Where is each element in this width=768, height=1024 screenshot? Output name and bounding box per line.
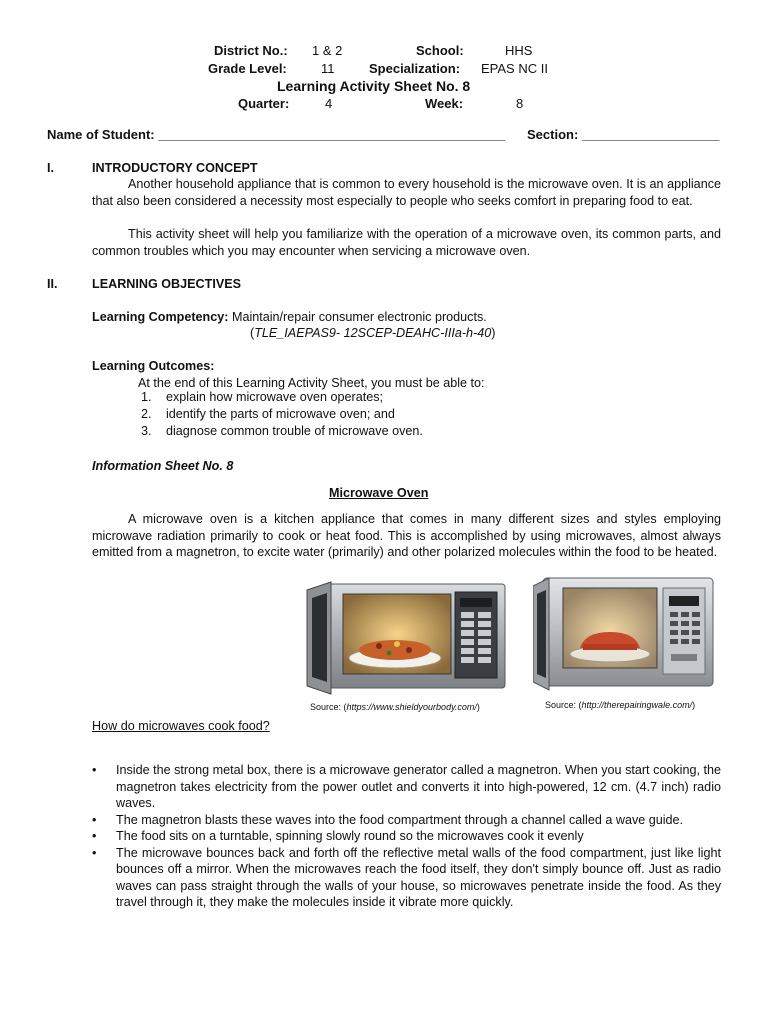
school-value: HHS <box>505 43 533 58</box>
intro-paragraph-1: Another household appliance that is common to every household is the microwave oven. It is an appliance that also been considered a necessity most especially to people who seeks comfort in preparing food to eat. <box>92 177 721 208</box>
bullet-icon: • <box>92 812 97 827</box>
microwave-image-1 <box>305 580 507 696</box>
specialization-value: EPAS NC II <box>481 61 548 76</box>
microwave-definition-paragraph: A microwave oven is a kitchen appliance that comes in many different sizes and styles employing microwave radiation primarily to cook or heat food. This is accomplished by using microwaves, almost always emitted from a magnetron, to excite water (primarily) and other polarized molecules within the food to be heated. <box>92 512 721 559</box>
learning-competency <box>92 309 487 326</box>
competency-code: (TLE_IAEPAS9- 12SCEP-DEAHC-IIIa-h-40) <box>250 326 496 340</box>
image-2-source-link[interactable]: http://therepairingwale.com/ <box>581 700 693 710</box>
week-value: 8 <box>516 96 524 111</box>
info-sheet-title: Microwave Oven <box>329 486 429 500</box>
student-name-line: Name of Student: ________________________________________________ <box>47 127 506 142</box>
how-microwaves-cook-heading: How do microwaves cook food? <box>92 719 270 733</box>
quarter-label: Quarter: <box>238 96 290 111</box>
list-item: 1. explain how microwave oven operates; <box>141 390 384 404</box>
list-item: 2. identify the parts of microwave oven; and <box>141 407 395 421</box>
learning-competency-text: Maintain/repair consumer electronic products. <box>231 310 487 324</box>
bullet-icon: • <box>92 845 97 860</box>
list-item: • The magnetron blasts these waves into the food compartment through a channel called a wave guide. <box>92 812 684 827</box>
bullet-icon: • <box>92 829 97 843</box>
learning-outcomes-list <box>138 389 423 440</box>
grade-level-label: Grade Level: <box>208 61 287 76</box>
district-label: District No.: <box>214 43 288 58</box>
section-2-heading: LEARNING OBJECTIVES <box>92 277 242 291</box>
microwave-image-2 <box>533 574 716 692</box>
school-label: School: <box>416 43 464 58</box>
specialization-label: Specialization: <box>369 61 461 76</box>
information-sheet-label: Information Sheet No. 8 <box>92 459 234 473</box>
grade-level-value: 11 <box>321 61 335 76</box>
list-item: 3. diagnose common trouble of microwave oven. <box>141 424 423 438</box>
learning-outcomes-label: Learning Outcomes: <box>92 359 215 373</box>
week-label: Week: <box>425 96 464 111</box>
competency-code-text: TLE_IAEPAS9- 12SCEP-DEAHC-IIIa-h-40 <box>254 326 492 340</box>
open-microwave-illustration-1 <box>305 580 507 696</box>
section-1-number: I. <box>47 161 54 175</box>
quarter-value: 4 <box>325 96 333 111</box>
section-line: Section: ___________________ <box>527 127 720 142</box>
list-item: • The food sits on a turntable, spinning slowly round so the microwaves cook it evenly <box>92 829 584 843</box>
intro-paragraph-2: This activity sheet will help you familiarize with the operation of a microwave oven, its common parts, and common troubles which you may encounter when servicing a microwave oven. <box>92 227 721 258</box>
list-item: • The microwave bounces back and forth off the reflective metal walls of the food compartment, just like light bounces off a mirror. When the microwaves reach the food itself, they don't simply bounce off. Just as radio waves can pass straight through the walls of your house, so microwaves penetrate inside the food. As they travel through it, they make the molecules inside it vibrate more quickly. <box>92 845 721 909</box>
list-item: • Inside the strong metal box, there is a microwave generator called a magnetron. When you start cooking, the magnetron takes electricity from the power outlet and converts it into high-powered, 12 cm. (4.7 inch) radio waves. <box>92 763 721 810</box>
learning-competency-label: Learning Competency: <box>92 310 229 324</box>
image-2-caption: Source: (http://therepairingwale.com/) <box>545 700 696 710</box>
image-1-source-link[interactable]: https://www.shieldyourbody.com/ <box>346 702 477 712</box>
section-1-heading: INTRODUCTORY CONCEPT <box>92 161 258 175</box>
learning-outcomes-intro: At the end of this Learning Activity Sheet, you must be able to: <box>138 376 485 390</box>
how-microwaves-cook-list <box>92 762 721 911</box>
sheet-title: Learning Activity Sheet No. 8 <box>277 78 471 94</box>
image-1-caption: Source: (https://www.shieldyourbody.com/) <box>310 702 480 712</box>
section-2-number: II. <box>47 277 58 291</box>
bullet-icon: • <box>92 763 97 777</box>
open-microwave-illustration-2 <box>533 574 716 692</box>
district-value: 1 & 2 <box>312 43 343 58</box>
